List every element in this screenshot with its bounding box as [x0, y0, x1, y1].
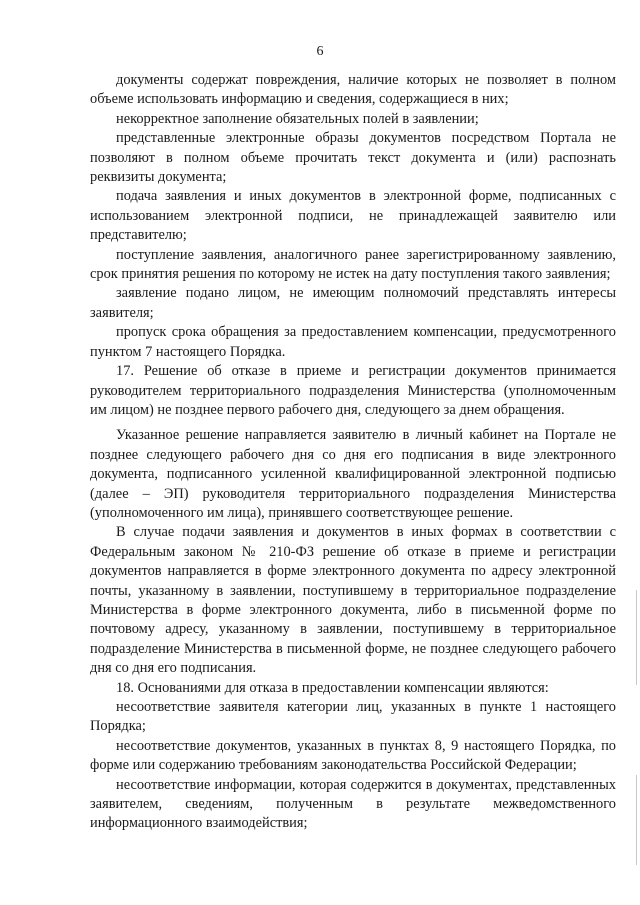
- paragraph: документы содержат повреждения, наличие которых не позволяет в полном объеме использовать информацию и сведения, содержащиеся в них;: [90, 72, 616, 108]
- paragraph: представленные электронные образы документов посредством Портала не позволяют в полном объеме прочитать текст документа и (или) распознать реквизиты документа;: [90, 130, 616, 186]
- page-number: 6: [316, 44, 324, 59]
- paragraph: подача заявления и иных документов в электронной форме, подписанных с использованием электронной подписи, не принадлежащей заявителю или представителю;: [90, 188, 616, 244]
- paragraph: несоответствие документов, указанных в пунктах 8, 9 настоящего Порядка, по форме или содержанию требованиям законодательства Российской Федерации;: [90, 737, 616, 774]
- paragraph: заявление подано лицом, не имеющим полномочий представлять интересы заявителя;: [90, 285, 616, 321]
- paragraph: несоответствие информации, которая содержится в документах, представленных заявителем, сведениям, полученным в результате межведомственного информационного взаимодействия;: [90, 776, 616, 832]
- paragraph: некорректное заполнение обязательных полей в заявлении;: [116, 110, 479, 127]
- paragraph: Указанное решение направляется заявителю в личный кабинет на Портале не позднее следующего рабочего дня со дня его подписания в виде электронного документа, подписанного усиленной квалифицированной электронной подписью (далее – ЭП) руководителя территориального подразделения Министерства (уполномоченного им лица), принявшего соответствующее решение.: [90, 427, 616, 521]
- scan-margin-mark: [636, 590, 637, 685]
- paragraph: 18. Основаниями для отказа в предоставлении компенсации являются:: [116, 679, 549, 696]
- paragraph: несоответствие заявителя категории лиц, указанных в пункте 1 настоящего Порядка;: [90, 699, 616, 735]
- document-body: [90, 71, 616, 834]
- scan-margin-mark: [636, 775, 637, 865]
- paragraph: пропуск срока обращения за предоставлением компенсации, предусмотренного пунктом 7 настоящего Порядка.: [90, 324, 616, 360]
- paragraph: В случае подачи заявления и документов в иных формах в соответствии с Федеральным законом № 210-ФЗ решение об отказе в приеме и регистрации документов направляется в форме электронного документа по адресу электронной почты, указанному в заявлении, поступившему в территориальное подразделение Министерства в форме электронного документа, либо в письменной форме по почтовому адресу, указанному в заявлении, поступившему в территориальное подразделение Министерства в письменной форме, не позднее следующего рабочего дня со дня его подписания.: [90, 524, 616, 677]
- paragraph: 17. Решение об отказе в приеме и регистрации документов принимается руководителем территориального подразделения Министерства (уполномоченным им лицом) не позднее первого рабочего дня, следующего за днем обращения.: [90, 363, 616, 418]
- paragraph: поступление заявления, аналогичного ранее зарегистрированному заявлению, срок принятия решения по которому не истек на дату поступления такого заявления;: [90, 246, 616, 283]
